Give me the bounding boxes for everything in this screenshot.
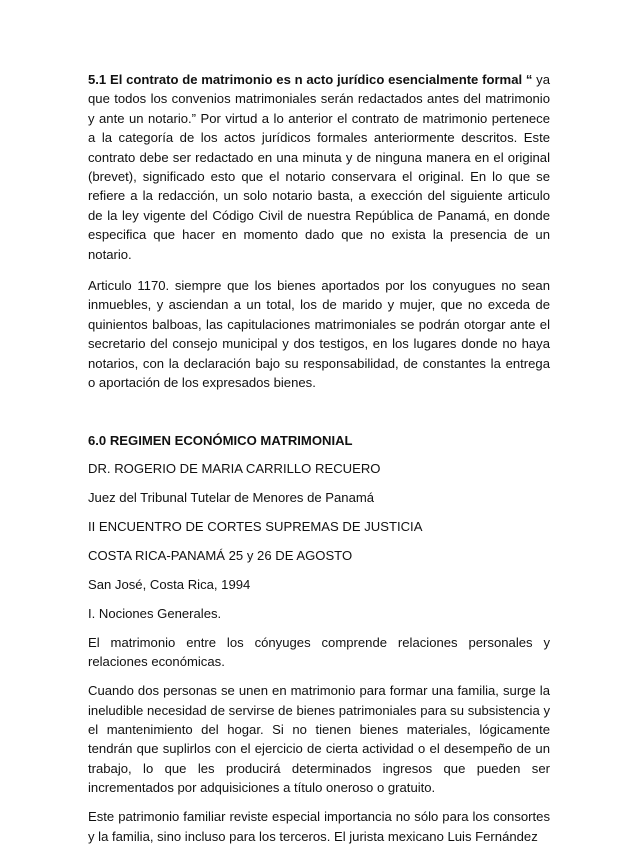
- author-role: Juez del Tribunal Tutelar de Menores de Panamá: [88, 490, 375, 506]
- event-title: II ENCUENTRO DE CORTES SUPREMAS DE JUSTICIA: [88, 519, 423, 535]
- author-name: DR. ROGERIO DE MARIA CARRILLO RECUERO: [88, 461, 381, 477]
- subheading-nociones: I. Nociones Generales.: [88, 605, 222, 621]
- document-page: [88, 70, 550, 855]
- body-paragraph: Cuando dos personas se unen en matrimonio para formar una familia, surge la ineludible necesidad de servirse de bienes patrimoniales para su subsistencia y el mantenimiento del hogar. Si no tienen bienes materiales, lógicamente tendrán que suplirlos con el ejercicio de cierta actividad o el desempeño de un trabajo, lo que les producirá determinados ingresos que pueden ser incrementados por adquisiciones a título oneroso o gratuito.: [88, 683, 550, 796]
- section-5-1-text: ya que todos los convenios matrimoniales serán redactados antes del matrimonio y ante un notario.” Por virtud a lo anterior el contrato de matrimonio pertenece a la categoría de los actos jurídicos formales anteriormente descritos. Este contrato debe ser redactado en una minuta y de ninguna manera en el original (brevet), significado esto que el notario conservara el original. En lo que se refiere a la redacción, un solo notario basta, a exección del siguiente articulo de la ley vigente del Código Civil de nuestra República de Panamá, en donde especifica que hacer en momento dado que no exista la presencia de un notario.: [88, 72, 551, 262]
- body-paragraph: El matrimonio entre los cónyuges comprende relaciones personales y relaciones económicas.: [88, 634, 550, 670]
- section-6-0-heading: 6.0 REGIMEN ECONÓMICO MATRIMONIAL: [88, 432, 353, 448]
- section-5-1-lead: 5.1 El contrato de matrimonio es n acto jurídico esencialmente formal “: [88, 72, 533, 87]
- body-paragraph: Este patrimonio familiar reviste especial importancia no sólo para los consortes y la familia, sino incluso para los terceros. El jurista mexicano Luis Fernández: [88, 809, 550, 844]
- event-place: San José, Costa Rica, 1994: [88, 577, 251, 593]
- article-1170-paragraph: Articulo 1170. siempre que los bienes aportados por los conyugues no sean inmuebles, y asciendan a un total, los de marido y mujer, que no exceda de quinientos balboas, las capitulaciones matrimoniales se podrán otorgar ante el secretario del consejo municipal y dos testigos, en los lugares donde no haya notarios, con la declaración bajo su responsabilidad, de constantes la entrega o aportación de los expresados bienes.: [88, 278, 550, 391]
- section-5-1-paragraph: [88, 70, 550, 264]
- event-dates: COSTA RICA-PANAMÁ 25 y 26 DE AGOSTO: [88, 548, 353, 564]
